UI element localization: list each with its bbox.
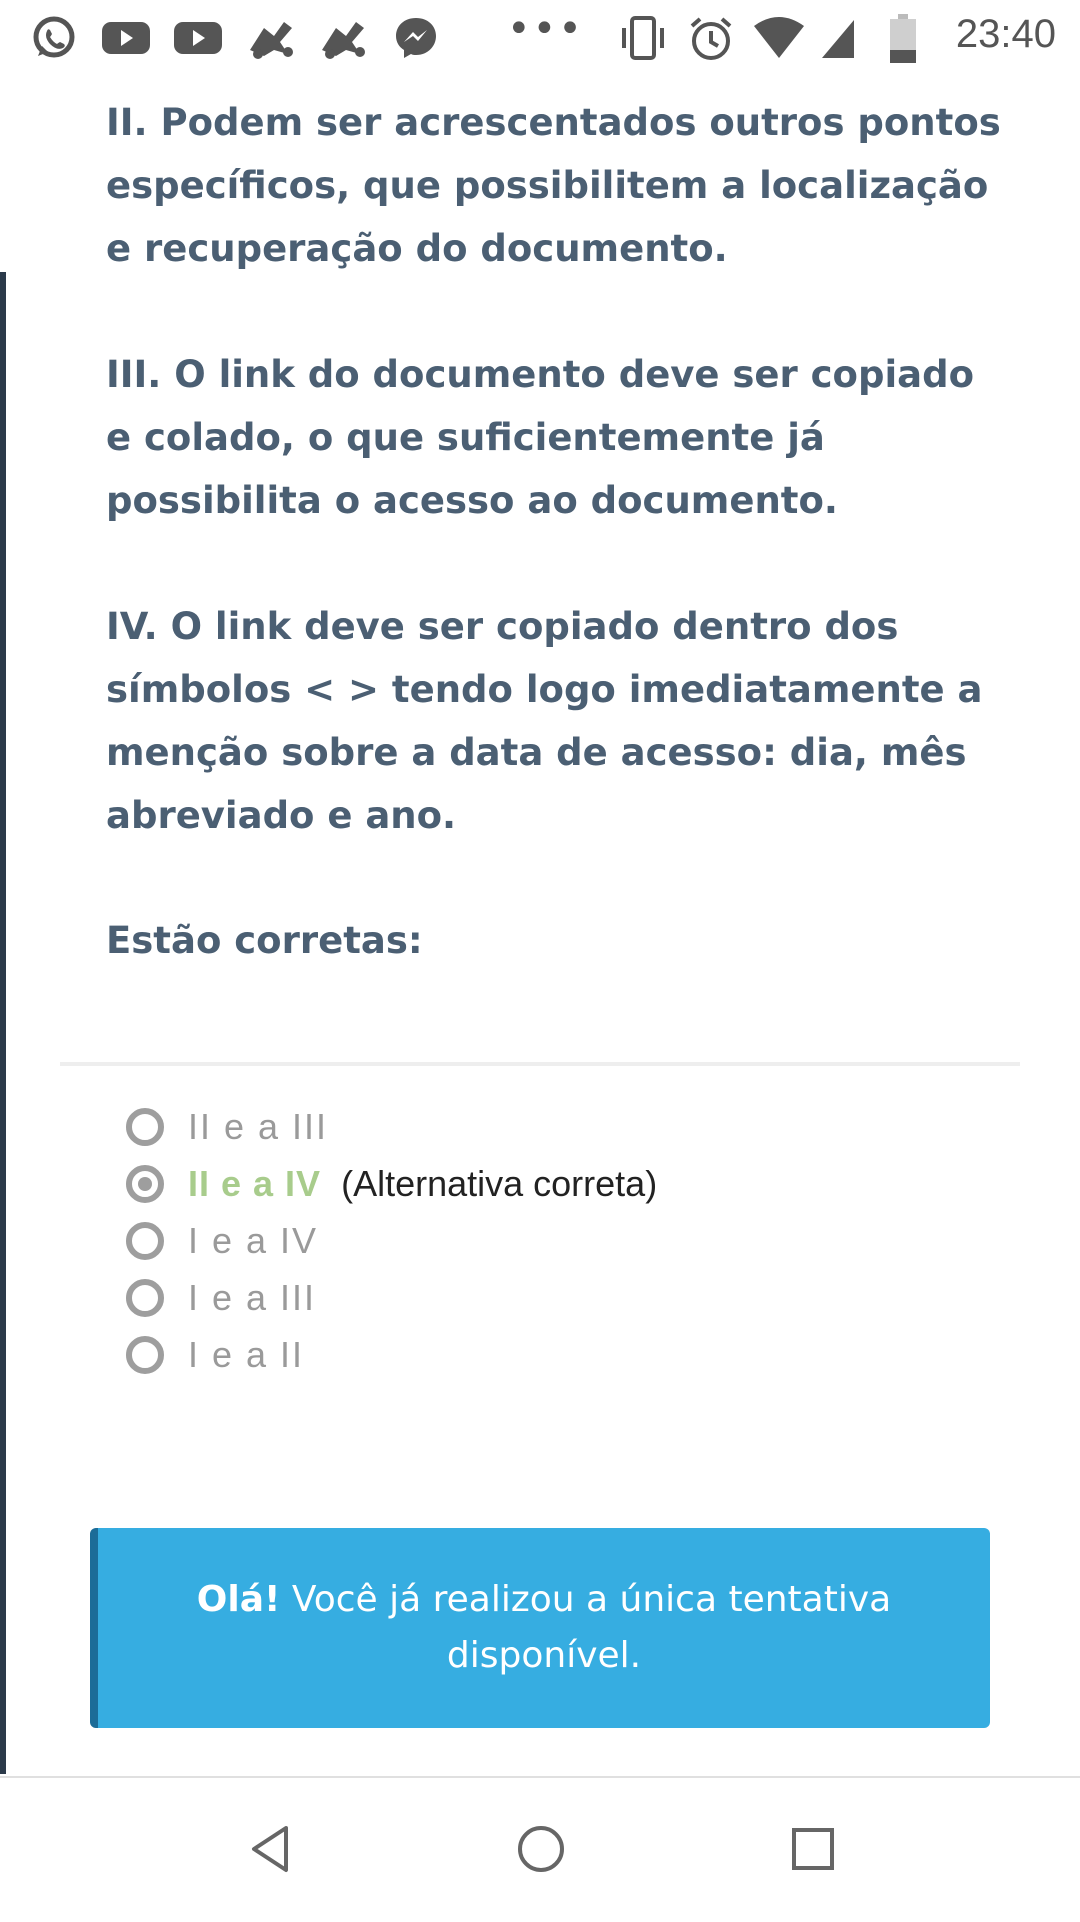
statement-iii: III. O link do documento deve ser copiado e colado, o que suficientemente já possibilita o acesso ao documento. [106, 353, 975, 522]
correct-answer-note: (Alternativa correta) [341, 1163, 658, 1204]
statement-iv: IV. O link deve ser copiado dentro dos símbolos < > tendo logo imediatamente a menção sobre a data de acesso: dia, mês abreviado e ano. [106, 605, 983, 837]
back-icon[interactable] [246, 1822, 296, 1876]
recents-icon[interactable] [786, 1822, 840, 1876]
option-label-correct: II e a IV [188, 1163, 322, 1204]
radio-button-selected[interactable] [126, 1165, 164, 1203]
option-label: I e a II [188, 1334, 305, 1375]
navigation-bar [0, 1776, 1080, 1922]
option-radio-selected[interactable] [126, 1159, 657, 1209]
vibrate-icon [616, 14, 670, 62]
whatsapp-icon [30, 14, 78, 62]
battery-icon [888, 14, 918, 64]
option-label: II e a III [188, 1106, 329, 1147]
status-bar [0, 0, 1080, 76]
wifi-icon [752, 14, 806, 62]
messenger-icon [392, 14, 440, 62]
robot-icon [316, 14, 370, 62]
alarm-icon [686, 14, 736, 64]
option-label: I e a IV [188, 1220, 319, 1261]
attempt-alert [90, 1528, 990, 1728]
alert-greeting: Olá! [196, 1579, 281, 1620]
home-icon[interactable] [514, 1822, 568, 1876]
youtube-icon [100, 14, 152, 62]
radio-button[interactable] [126, 1279, 164, 1317]
signal-icon [818, 14, 858, 62]
youtube-icon [172, 14, 224, 62]
option-radio[interactable] [126, 1102, 328, 1152]
option-radio[interactable] [126, 1330, 304, 1380]
clock-time: 23:40 [955, 12, 1056, 56]
option-radio[interactable] [126, 1273, 316, 1323]
robot-icon [244, 14, 298, 62]
statement-ii: II. Podem ser acrescentados outros pontos específicos, que possibilitem a localização e recuperação do documento. [106, 101, 1001, 270]
question-prompt: Estão corretas: [106, 919, 423, 962]
radio-button[interactable] [126, 1336, 164, 1374]
overflow-indicator: ••• [507, 6, 584, 52]
content-left-border [0, 272, 6, 1774]
radio-button[interactable] [126, 1222, 164, 1260]
radio-button[interactable] [126, 1108, 164, 1146]
divider [60, 1062, 1020, 1066]
option-label: I e a III [188, 1277, 317, 1318]
alert-message: Você já realizou a única tentativa disponível. [291, 1579, 892, 1676]
option-radio[interactable] [126, 1216, 318, 1266]
